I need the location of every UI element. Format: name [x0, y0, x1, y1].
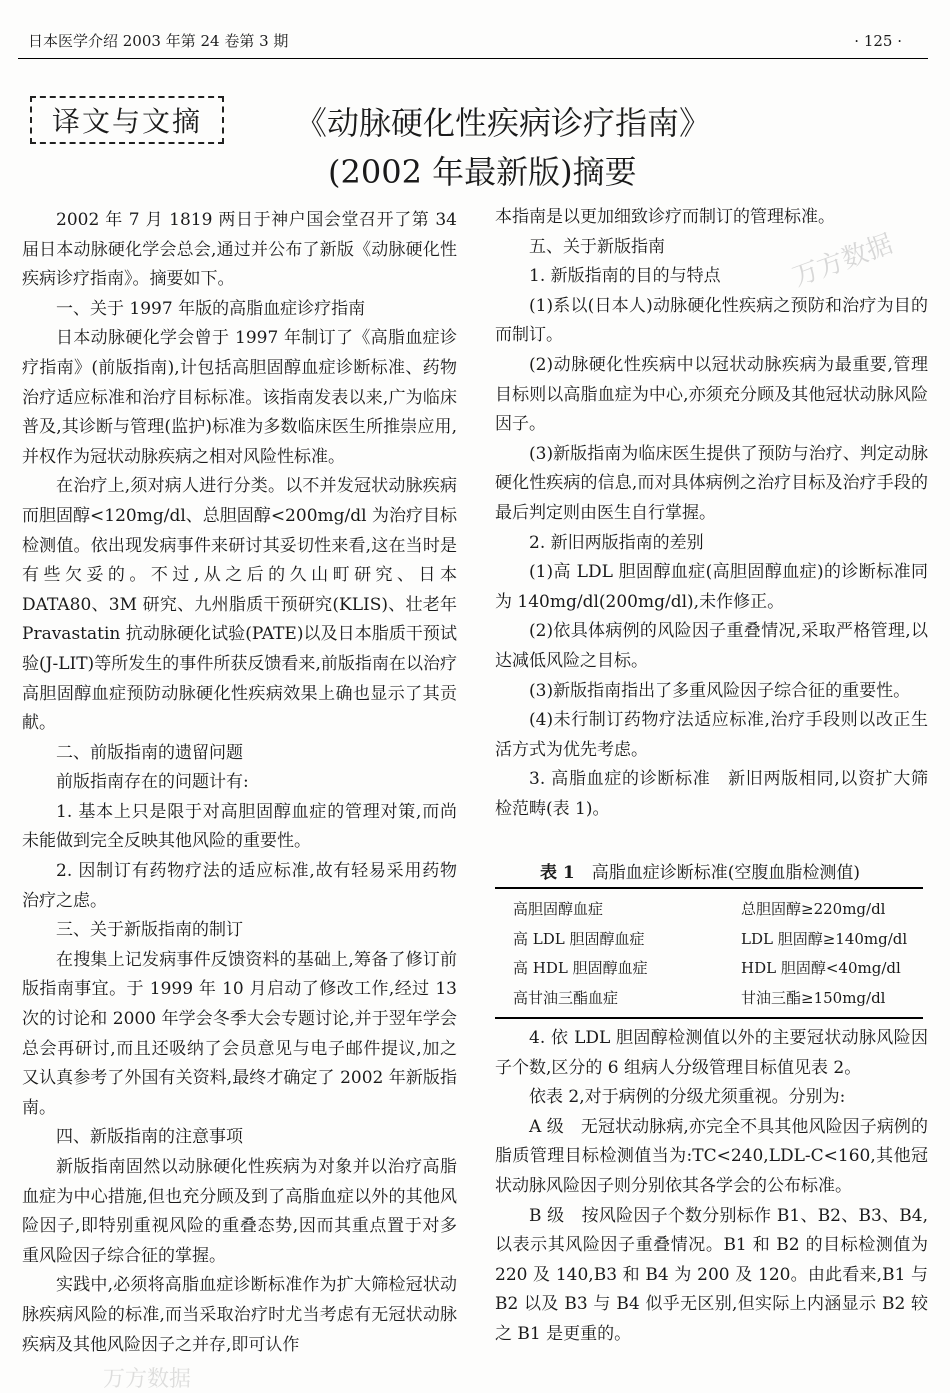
page-header — [0, 0, 950, 58]
list-item: 1. 基本上只是限于对高胆固醇血症的管理对策,而尚未能做到完全反映其他风险的重要性。 — [22, 801, 457, 852]
table-cell: 高甘油三酯血症 — [513, 989, 619, 1008]
list-item: (3)新版指南指出了多重风险因子综合征的重要性。 — [529, 680, 911, 701]
table-cell: LDL 胆固醇≥140mg/dl — [741, 929, 908, 948]
paragraph: 在搜集上记发病事件反馈资料的基础上,筹备了修订前版指南事宜。于 1999 年 10 月启动了修改工作,经过 13 次的讨论和 2000 年学会冬季大会专题讨论,并于翌年学会总会再研讨,而且还吸纳了会员意见与电子邮件提议,加之又认真参考了外国有关资料,最终才确定了 2002 年新版指南。 — [22, 949, 457, 1118]
table-cell: HDL 胆固醇<40mg/dl — [741, 959, 901, 978]
watermark: 万方数据 — [788, 228, 897, 293]
list-item: (2)依具体病例的风险因子重叠情况,采取严格管理,以达减低风险之目标。 — [495, 621, 928, 671]
list-item: (3)新版指南为临床医生提供了预防与治疗、判定动脉硬化性疾病的信息,而对具体病例之治疗目标及治疗手段的最后判定则由医生自行掌握。 — [495, 443, 928, 523]
paragraph: 实践中,必须将高脂血症诊断标准作为扩大筛检冠状动脉疾病风险的标准,而当采取治疗时尤当考虑有无冠状动脉疾病及其他风险因子之并存,即可认作 — [22, 1275, 457, 1355]
article-title-line2: (2002 年最新版)摘要 — [328, 153, 637, 191]
paragraph: B 级 按风险因子个数分别标作 B1、B2、B3、B4,以表示其风险因子重叠情况。B1 和 B2 的目标检测值为 220 及 140,B3 和 B4 为 200 及 120。由此看来,B1 与 B2 以及 B3 与 B4 似乎无区别,但实际上内涵显示 B2 较之 B1 是更重的。 — [495, 1205, 928, 1344]
section-heading: 一、关于 1997 年版的高脂血症诊疗指南 — [56, 298, 366, 319]
page-number: · 125 · — [854, 32, 902, 50]
paragraph: 新版指南固然以动脉硬化性疾病为对象并以治疗高脂血症为中心措施,但也充分顾及到了高脂血症以外的其他风险因子,即特别重视风险的重叠态势,因而其重点置于对多重风险因子综合征的掌握。 — [22, 1157, 457, 1266]
table-row — [495, 894, 923, 924]
table-caption — [540, 858, 860, 883]
section-heading: 二、前版指南的遗留问题 — [56, 742, 243, 763]
table-cell: 总胆固醇≥220mg/dl — [741, 900, 886, 919]
list-item: (1)高 LDL 胆固醇血症(高胆固醇血症)的诊断标准同为 140mg/dl(200mg/dl),未作修正。 — [495, 562, 928, 612]
article-title-line1: 《动脉硬化性疾病诊疗指南》 — [295, 104, 712, 142]
paragraph: 4. 依 LDL 胆固醇检测值以外的主要冠状动脉风险因子个数,区分的 6 组病人分级管理目标值见表 2。 — [495, 1028, 928, 1078]
paragraph: 日本动脉硬化学会曾于 1997 年制订了《高脂血症诊疗指南》(前版指南),计包括高胆固醇血症诊断标准、药物治疗适应标准和治疗目标标准。该指南发表以来,广为临床普及,其诊断与管理(监护)标准为多数临床医生所推崇应用,并权作为冠状动脉疾病之相对风险性标准。 — [22, 328, 457, 467]
paragraph: A 级 无冠状动脉病,亦完全不具其他风险因子病例的脂质管理目标检测值当为:TC<240,LDL-C<160,其他冠状动脉风险因子则分别依其各学会的公布标准。 — [495, 1116, 928, 1196]
right-column-continued — [495, 1024, 928, 1350]
sub-heading: 1. 新版指南的目的与特点 — [529, 266, 721, 287]
paragraph: 本指南是以更加细致诊疗而制订的管理标准。 — [495, 207, 835, 227]
table-label: 表 1 — [540, 863, 575, 883]
table-row — [495, 924, 923, 954]
table-cell: 甘油三酯≥150mg/dl — [741, 989, 886, 1008]
watermark: 万方数据 — [103, 1367, 192, 1392]
table-caption-text: 高脂血症诊断标准(空腹血脂检测值) — [591, 863, 861, 883]
section-heading: 五、关于新版指南 — [529, 236, 665, 257]
table-cell: 高 HDL 胆固醇血症 — [513, 959, 648, 978]
list-item: (4)未行制订药物疗法适应标准,治疗手段则以改正生活方式为优先考虑。 — [495, 710, 928, 760]
paragraph: 3. 高脂血症的诊断标准 新旧两版相同,以资扩大筛检范畴(表 1)。 — [495, 769, 928, 819]
table-row — [495, 953, 923, 983]
journal-info: 日本医学介绍 2003 年第 24 卷第 3 期 — [28, 32, 289, 50]
right-column — [495, 203, 928, 824]
sub-heading: 2. 新旧两版指南的差别 — [529, 532, 704, 553]
table-cell: 高胆固醇血症 — [513, 900, 604, 919]
list-item: (1)系以(日本人)动脉硬化性疾病之预防和治疗为目的而制订。 — [495, 295, 928, 346]
paragraph: 2002 年 7 月 1819 两日于神户国会堂召开了第 34 届日本动脉硬化学会总会,通过并公布了新版《动脉硬化性疾病诊疗指南》。摘要如下。 — [22, 210, 457, 290]
paragraph: 前版指南存在的问题计有: — [56, 772, 249, 793]
section-label: 译文与文摘 — [30, 96, 224, 144]
table-cell: 高 LDL 胆固醇血症 — [513, 929, 645, 948]
paragraph: 依表 2,对于病例的分级尤须重视。分别为: — [529, 1087, 846, 1108]
paragraph: 在治疗上,须对病人进行分类。以不并发冠状动脉疾病而胆固醇<120mg/dl、总胆固醇<200mg/dl 为治疗目标检测值。依出现发病事件来研讨其妥切性来看,这在当时是有些欠妥的。不过,从之后的久山町研究、日本 DATA80、3M 研究、九州脂质干预研究(KLIS)、壮老年 Pravastatin 抗动脉硬化试验(PATE)以及日本脂质干预试验(J-LIT)等所发生的事件所获反馈看来,前版指南在以治疗高胆固醇血症预防动脉硬化性疾病效果上确也显示了其贡献。 — [22, 476, 457, 734]
criteria-table — [495, 887, 923, 1019]
list-item: 2. 因制订有药物疗法的适应标准,故有轻易采用药物治疗之虑。 — [22, 861, 457, 911]
header-rule — [18, 58, 928, 59]
list-item: (2)动脉硬化性疾病中以冠状动脉疾病为最重要,管理目标则以高脂血症为中心,亦须充分顾及其他冠状动脉风险因子。 — [495, 354, 928, 435]
table-row — [495, 983, 923, 1013]
left-column — [22, 206, 457, 1360]
section-heading: 四、新版指南的注意事项 — [56, 1127, 243, 1148]
section-heading: 三、关于新版指南的制订 — [56, 920, 243, 941]
